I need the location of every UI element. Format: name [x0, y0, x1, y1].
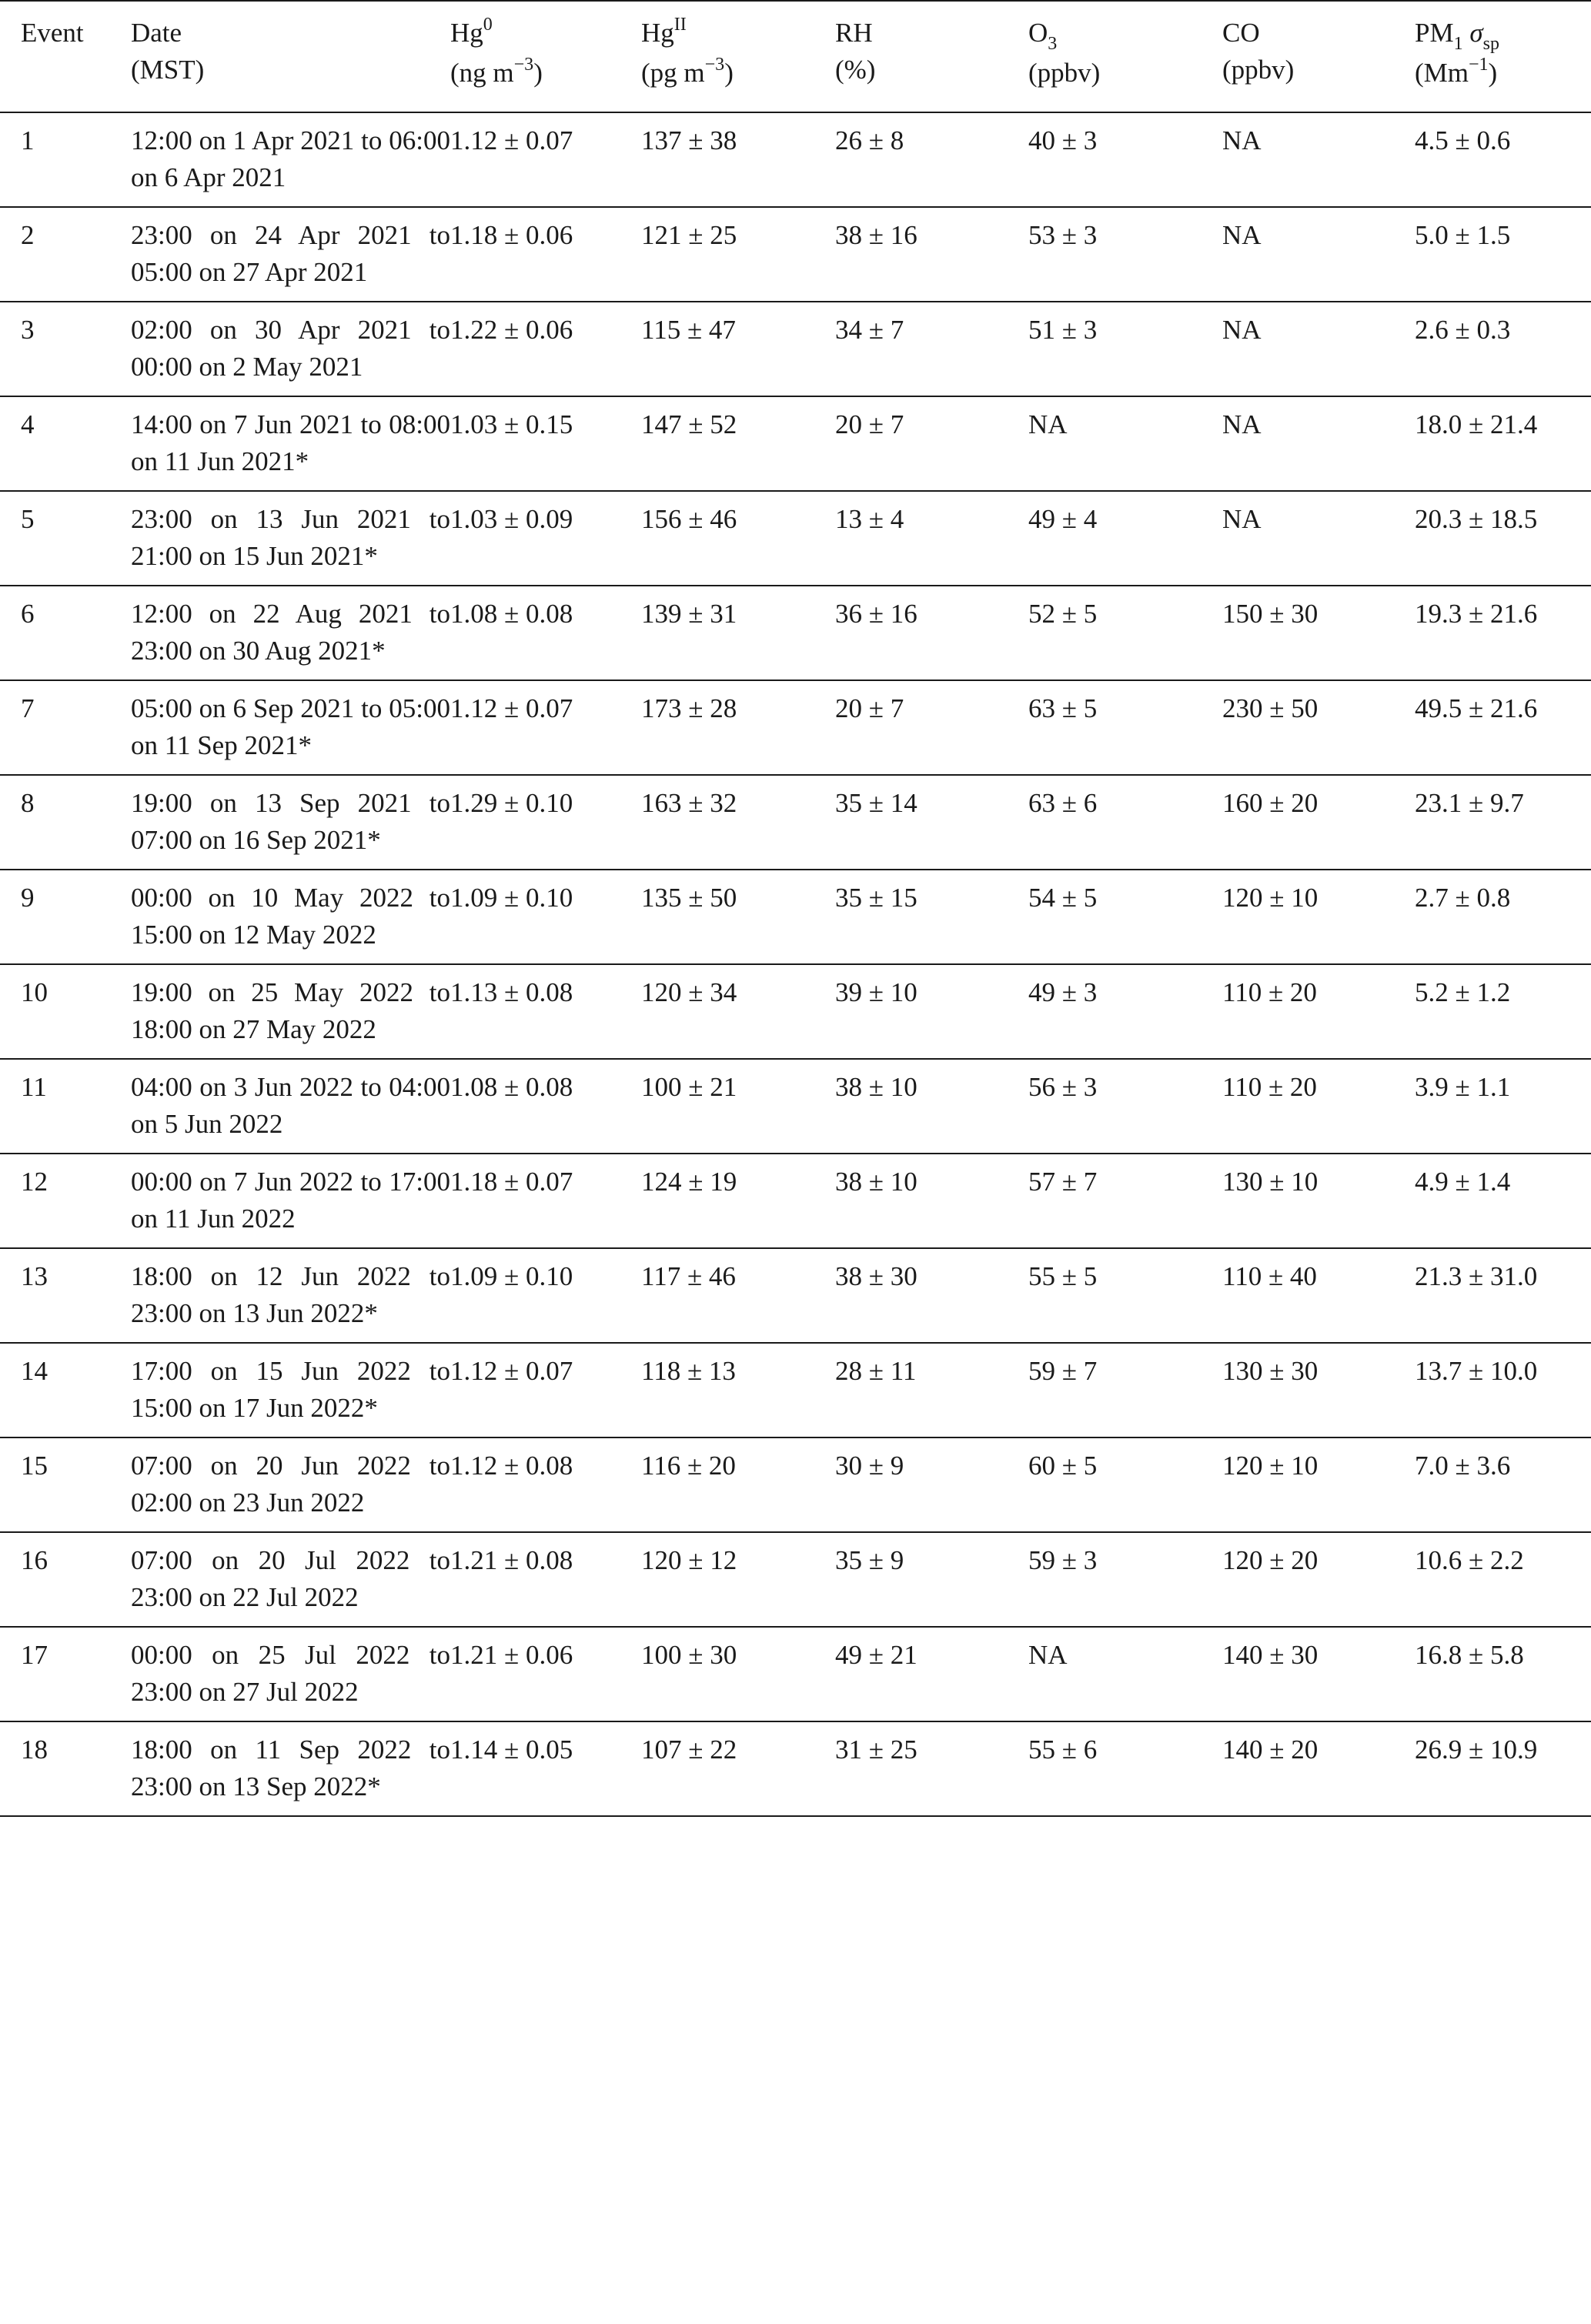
co-cell: 130 ± 10 — [1222, 1167, 1319, 1197]
hg2-cell: 115 ± 47 — [641, 315, 736, 345]
event-cell: 4 — [21, 409, 35, 439]
o3-cell: 57 ± 7 — [1028, 1167, 1098, 1197]
header-event: Event — [21, 18, 84, 48]
pm-cell: 10.6 ± 2.2 — [1415, 1545, 1524, 1575]
co-cell: 120 ± 10 — [1222, 883, 1319, 913]
o3-cell: 59 ± 3 — [1028, 1545, 1098, 1575]
co-cell: 110 ± 20 — [1222, 977, 1317, 1007]
table-row — [0, 1059, 1591, 1154]
co-cell: NA — [1222, 409, 1262, 439]
co-cell: 140 ± 20 — [1222, 1735, 1319, 1765]
hg0-cell: 1.12 ± 0.07 — [450, 125, 573, 155]
co-cell: 120 ± 20 — [1222, 1545, 1319, 1575]
header-date: Date (MST) — [131, 18, 205, 85]
date-cell: 05:00 on 6 Sep 2021 to 05:00 on 11 Sep 2021* — [131, 693, 450, 760]
pm-cell: 5.2 ± 1.2 — [1415, 977, 1511, 1007]
date-cell: 02:00 on 30 Apr 2021 to 00:00 on 2 May 2021 — [131, 315, 450, 382]
event-cell: 13 — [21, 1261, 48, 1291]
pm-cell: 21.3 ± 31.0 — [1415, 1261, 1538, 1291]
table-row — [0, 586, 1591, 680]
rh-cell: 20 ± 7 — [835, 693, 904, 723]
hg0-cell: 1.21 ± 0.08 — [450, 1545, 573, 1575]
hg2-cell: 173 ± 28 — [641, 693, 737, 723]
date-cell: 00:00 on 10 May 2022 to 15:00 on 12 May 2022 — [131, 883, 450, 950]
date-cell: 07:00 on 20 Jun 2022 to 02:00 on 23 Jun 2022 — [131, 1451, 450, 1518]
table-row — [0, 207, 1591, 302]
hg2-cell: 120 ± 12 — [641, 1545, 737, 1575]
rh-cell: 35 ± 9 — [835, 1545, 904, 1575]
o3-cell: 59 ± 7 — [1028, 1356, 1098, 1386]
rh-cell: 36 ± 16 — [835, 599, 917, 629]
hg2-cell: 100 ± 30 — [641, 1640, 737, 1670]
hg0-cell: 1.22 ± 0.06 — [450, 315, 573, 345]
co-cell: NA — [1222, 125, 1262, 155]
table-row — [0, 1437, 1591, 1532]
date-cell: 12:00 on 22 Aug 2021 to 23:00 on 30 Aug 2021* — [131, 599, 450, 666]
pm-cell: 4.9 ± 1.4 — [1415, 1167, 1511, 1197]
co-cell: 230 ± 50 — [1222, 693, 1319, 723]
pm-cell: 19.3 ± 21.6 — [1415, 599, 1538, 629]
o3-cell: 51 ± 3 — [1028, 315, 1098, 345]
event-cell: 17 — [21, 1640, 48, 1670]
hg2-cell: 118 ± 13 — [641, 1356, 736, 1386]
co-cell: NA — [1222, 315, 1262, 345]
o3-cell: 54 ± 5 — [1028, 883, 1098, 913]
table-row — [0, 1343, 1591, 1437]
date-cell: 18:00 on 11 Sep 2022 to 23:00 on 13 Sep 2022* — [131, 1735, 450, 1801]
table-row — [0, 491, 1591, 586]
hg2-cell: 124 ± 19 — [641, 1167, 737, 1197]
hg0-cell: 1.08 ± 0.08 — [450, 1072, 573, 1102]
pm-cell: 16.8 ± 5.8 — [1415, 1640, 1524, 1670]
hg2-cell: 116 ± 20 — [641, 1451, 736, 1481]
hg0-cell: 1.18 ± 0.06 — [450, 220, 573, 250]
pm-cell: 49.5 ± 21.6 — [1415, 693, 1538, 723]
hg0-cell: 1.09 ± 0.10 — [450, 1261, 573, 1291]
hg2-cell: 163 ± 32 — [641, 788, 737, 818]
event-cell: 5 — [21, 504, 35, 534]
co-cell: NA — [1222, 220, 1262, 250]
event-cell: 9 — [21, 883, 35, 913]
rh-cell: 38 ± 10 — [835, 1072, 917, 1102]
hg0-cell: 1.18 ± 0.07 — [450, 1167, 573, 1197]
rh-cell: 31 ± 25 — [835, 1735, 917, 1765]
table-row — [0, 775, 1591, 870]
date-cell: 04:00 on 3 Jun 2022 to 04:00 on 5 Jun 2022 — [131, 1072, 450, 1139]
pm-cell: 20.3 ± 18.5 — [1415, 504, 1538, 534]
date-cell: 07:00 on 20 Jul 2022 to 23:00 on 22 Jul 2022 — [131, 1545, 450, 1612]
hg0-cell: 1.21 ± 0.06 — [450, 1640, 573, 1670]
table-row — [0, 870, 1591, 964]
date-cell: 00:00 on 7 Jun 2022 to 17:00 on 11 Jun 2022 — [131, 1167, 450, 1234]
o3-cell: 55 ± 5 — [1028, 1261, 1098, 1291]
date-cell: 23:00 on 13 Jun 2021 to 21:00 on 15 Jun 2021* — [131, 504, 450, 571]
hg0-cell: 1.03 ± 0.09 — [450, 504, 573, 534]
header-hg2: $Hg^{II}$ (pg $m^{-3}$) — [641, 15, 734, 88]
hg2-cell: 120 ± 34 — [641, 977, 737, 1007]
event-cell: 16 — [21, 1545, 48, 1575]
table-row — [0, 396, 1591, 491]
event-cell: 12 — [21, 1167, 48, 1197]
date-cell: 19:00 on 25 May 2022 to 18:00 on 27 May 2022 — [131, 977, 450, 1044]
hg0-cell: 1.13 ± 0.08 — [450, 977, 573, 1007]
event-cell: 1 — [21, 125, 35, 155]
co-cell: NA — [1222, 504, 1262, 534]
hg2-cell: 135 ± 50 — [641, 883, 737, 913]
event-cell: 14 — [21, 1356, 48, 1386]
pm-cell: 23.1 ± 9.7 — [1415, 788, 1524, 818]
hg0-cell: 1.12 ± 0.07 — [450, 693, 573, 723]
header-rh: RH (%) — [835, 18, 876, 85]
event-cell: 18 — [21, 1735, 48, 1765]
o3-cell: 56 ± 3 — [1028, 1072, 1098, 1102]
hg0-cell: 1.29 ± 0.10 — [450, 788, 573, 818]
pm-cell: 2.7 ± 0.8 — [1415, 883, 1511, 913]
header-hg0: Hg$^0$ (ng $m^{-3}$) — [450, 15, 543, 88]
o3-cell: 52 ± 5 — [1028, 599, 1098, 629]
o3-cell: NA — [1028, 1640, 1068, 1670]
hg2-cell: 137 ± 38 — [641, 125, 737, 155]
rh-cell: 38 ± 30 — [835, 1261, 917, 1291]
o3-cell: 49 ± 3 — [1028, 977, 1098, 1007]
header-o3: $O_3$ (ppbv) — [1028, 18, 1101, 88]
hg2-cell: 121 ± 25 — [641, 220, 737, 250]
hg0-cell: 1.03 ± 0.15 — [450, 409, 573, 439]
date-cell: 14:00 on 7 Jun 2021 to 08:00 on 11 Jun 2021* — [131, 409, 450, 476]
event-cell: 6 — [21, 599, 35, 629]
hg2-cell: 107 ± 22 — [641, 1735, 737, 1765]
co-cell: 110 ± 40 — [1222, 1261, 1317, 1291]
date-cell: 19:00 on 13 Sep 2021 to 07:00 on 16 Sep 2021* — [131, 788, 450, 855]
hg0-cell: 1.12 ± 0.08 — [450, 1451, 573, 1481]
pm-cell: 3.9 ± 1.1 — [1415, 1072, 1511, 1102]
rh-cell: 28 ± 11 — [835, 1356, 917, 1386]
rh-cell: 49 ± 21 — [835, 1640, 917, 1670]
hg2-cell: 139 ± 31 — [641, 599, 737, 629]
event-cell: 11 — [21, 1072, 47, 1102]
hg2-cell: 100 ± 21 — [641, 1072, 737, 1102]
o3-cell: 49 ± 4 — [1028, 504, 1098, 534]
header-row — [0, 1, 1591, 112]
pm-cell: 18.0 ± 21.4 — [1415, 409, 1538, 439]
o3-cell: 63 ± 6 — [1028, 788, 1098, 818]
pm-cell: 5.0 ± 1.5 — [1415, 220, 1511, 250]
date-cell: 23:00 on 24 Apr 2021 to 05:00 on 27 Apr 2021 — [131, 220, 450, 287]
o3-cell: 53 ± 3 — [1028, 220, 1098, 250]
pm-cell: 13.7 ± 10.0 — [1415, 1356, 1538, 1386]
pm-cell: 7.0 ± 3.6 — [1415, 1451, 1511, 1481]
pm-cell: 26.9 ± 10.9 — [1415, 1735, 1538, 1765]
hg2-cell: 117 ± 46 — [641, 1261, 736, 1291]
event-cell: 15 — [21, 1451, 48, 1481]
o3-cell: 60 ± 5 — [1028, 1451, 1098, 1481]
rh-cell: 38 ± 10 — [835, 1167, 917, 1197]
co-cell: 150 ± 30 — [1222, 599, 1319, 629]
hg2-cell: 156 ± 46 — [641, 504, 737, 534]
hg2-cell: 147 ± 52 — [641, 409, 737, 439]
event-cell: 2 — [21, 220, 35, 250]
table-row — [0, 112, 1591, 207]
rh-cell: 38 ± 16 — [835, 220, 917, 250]
rh-cell: 30 ± 9 — [835, 1451, 904, 1481]
o3-cell: 55 ± 6 — [1028, 1735, 1098, 1765]
pm-cell: 2.6 ± 0.3 — [1415, 315, 1511, 345]
rh-cell: 26 ± 8 — [835, 125, 904, 155]
hg0-cell: 1.12 ± 0.07 — [450, 1356, 573, 1386]
o3-cell: 40 ± 3 — [1028, 125, 1098, 155]
o3-cell: 63 ± 5 — [1028, 693, 1098, 723]
co-cell: 120 ± 10 — [1222, 1451, 1319, 1481]
table-row — [0, 1154, 1591, 1248]
rh-cell: 34 ± 7 — [835, 315, 904, 345]
date-cell: 12:00 on 1 Apr 2021 to 06:00 on 6 Apr 2021 — [131, 125, 450, 192]
hg0-cell: 1.09 ± 0.10 — [450, 883, 573, 913]
header-co: CO (ppbv) — [1222, 18, 1295, 85]
event-cell: 3 — [21, 315, 35, 345]
table-row — [0, 302, 1591, 396]
date-cell: 17:00 on 15 Jun 2022 to 15:00 on 17 Jun 2022* — [131, 1356, 450, 1423]
co-cell: 130 ± 30 — [1222, 1356, 1319, 1386]
table-row — [0, 1248, 1591, 1343]
rh-cell: 35 ± 15 — [835, 883, 917, 913]
o3-cell: NA — [1028, 409, 1068, 439]
event-cell: 7 — [21, 693, 35, 723]
event-cell: 8 — [21, 788, 35, 818]
co-cell: 110 ± 20 — [1222, 1072, 1317, 1102]
rh-cell: 20 ± 7 — [835, 409, 904, 439]
table-row — [0, 680, 1591, 775]
date-cell: 18:00 on 12 Jun 2022 to 23:00 on 13 Jun 2022* — [131, 1261, 450, 1328]
header-pm: $PM_1$ $\sigma_{sp}$ $(Mm^{-1})$ — [1415, 18, 1499, 88]
rh-cell: 39 ± 10 — [835, 977, 917, 1007]
pm-cell: 4.5 ± 0.6 — [1415, 125, 1511, 155]
co-cell: 160 ± 20 — [1222, 788, 1319, 818]
hg0-cell: 1.08 ± 0.08 — [450, 599, 573, 629]
table-row — [0, 1532, 1591, 1627]
date-cell: 00:00 on 25 Jul 2022 to 23:00 on 27 Jul 2022 — [131, 1640, 450, 1707]
rh-cell: 13 ± 4 — [835, 504, 904, 534]
co-cell: 140 ± 30 — [1222, 1640, 1319, 1670]
table-row — [0, 1721, 1591, 1816]
event-cell: 10 — [21, 977, 48, 1007]
table-row — [0, 1627, 1591, 1721]
table-row — [0, 964, 1591, 1059]
rh-cell: 35 ± 14 — [835, 788, 917, 818]
hg0-cell: 1.14 ± 0.05 — [450, 1735, 573, 1765]
